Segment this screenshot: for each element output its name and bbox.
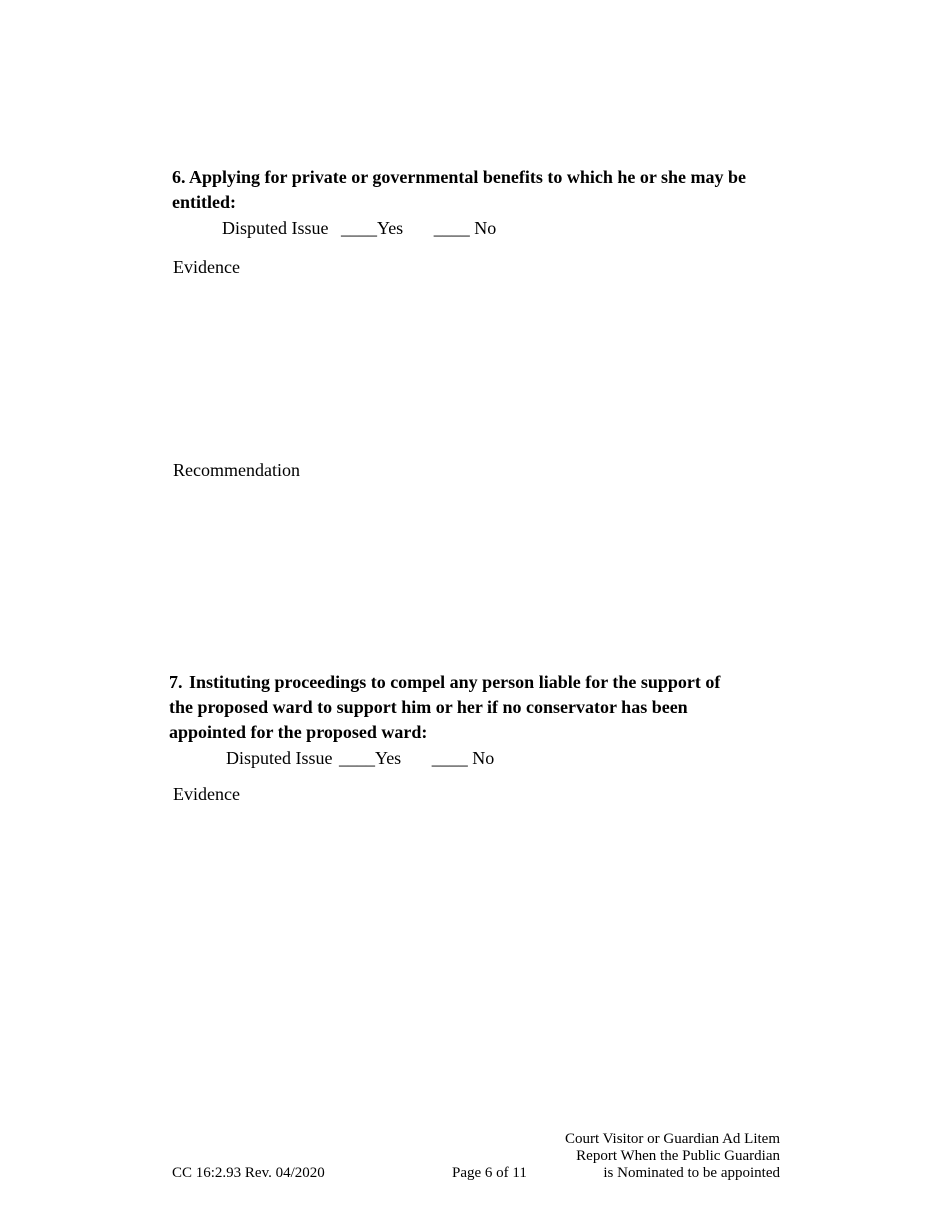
disputed-no-field[interactable]: ____ No [433,218,497,238]
footer-title-line-3: is Nominated to be appointed [603,1165,780,1181]
section-6-disputed-issue-row [222,217,496,239]
section-6-heading [172,165,792,215]
section-6-number: 6. [172,167,186,187]
section-6-evidence-label: Evidence [173,257,240,277]
section-7-heading-line-3: appointed for the proposed ward: [169,722,428,742]
section-7-number: 7. [169,672,183,692]
disputed-no-field[interactable]: ____ No [431,748,495,768]
section-6-heading-text: Applying for private or governmental benefits to which he or she may be entitled: [172,167,746,212]
disputed-yes-field[interactable]: ____Yes [341,218,404,238]
footer-title-line-1: Court Visitor or Guardian Ad Litem [564,1131,780,1147]
disputed-issue-label: Disputed Issue [222,218,329,238]
footer-title-line-2: Report When the Public Guardian [576,1148,780,1164]
disputed-issue-label: Disputed Issue [226,748,333,768]
section-7-disputed-issue-row [226,747,494,769]
section-6-recommendation-label: Recommendation [173,460,300,480]
footer-form-title [565,1131,780,1182]
section-7-heading-line-2: the proposed ward to support him or her if no conservator has been [169,697,688,717]
footer-form-id: CC 16:2.93 Rev. 04/2020 [172,1165,325,1181]
section-7-heading-line-1: 7. Instituting proceedings to compel any person liable for the support of [169,672,721,692]
footer-page-number: Page 6 of 11 [452,1165,527,1181]
section-7-evidence-label: Evidence [173,784,240,804]
section-7-heading [169,670,720,745]
disputed-yes-field[interactable]: ____Yes [339,748,402,768]
